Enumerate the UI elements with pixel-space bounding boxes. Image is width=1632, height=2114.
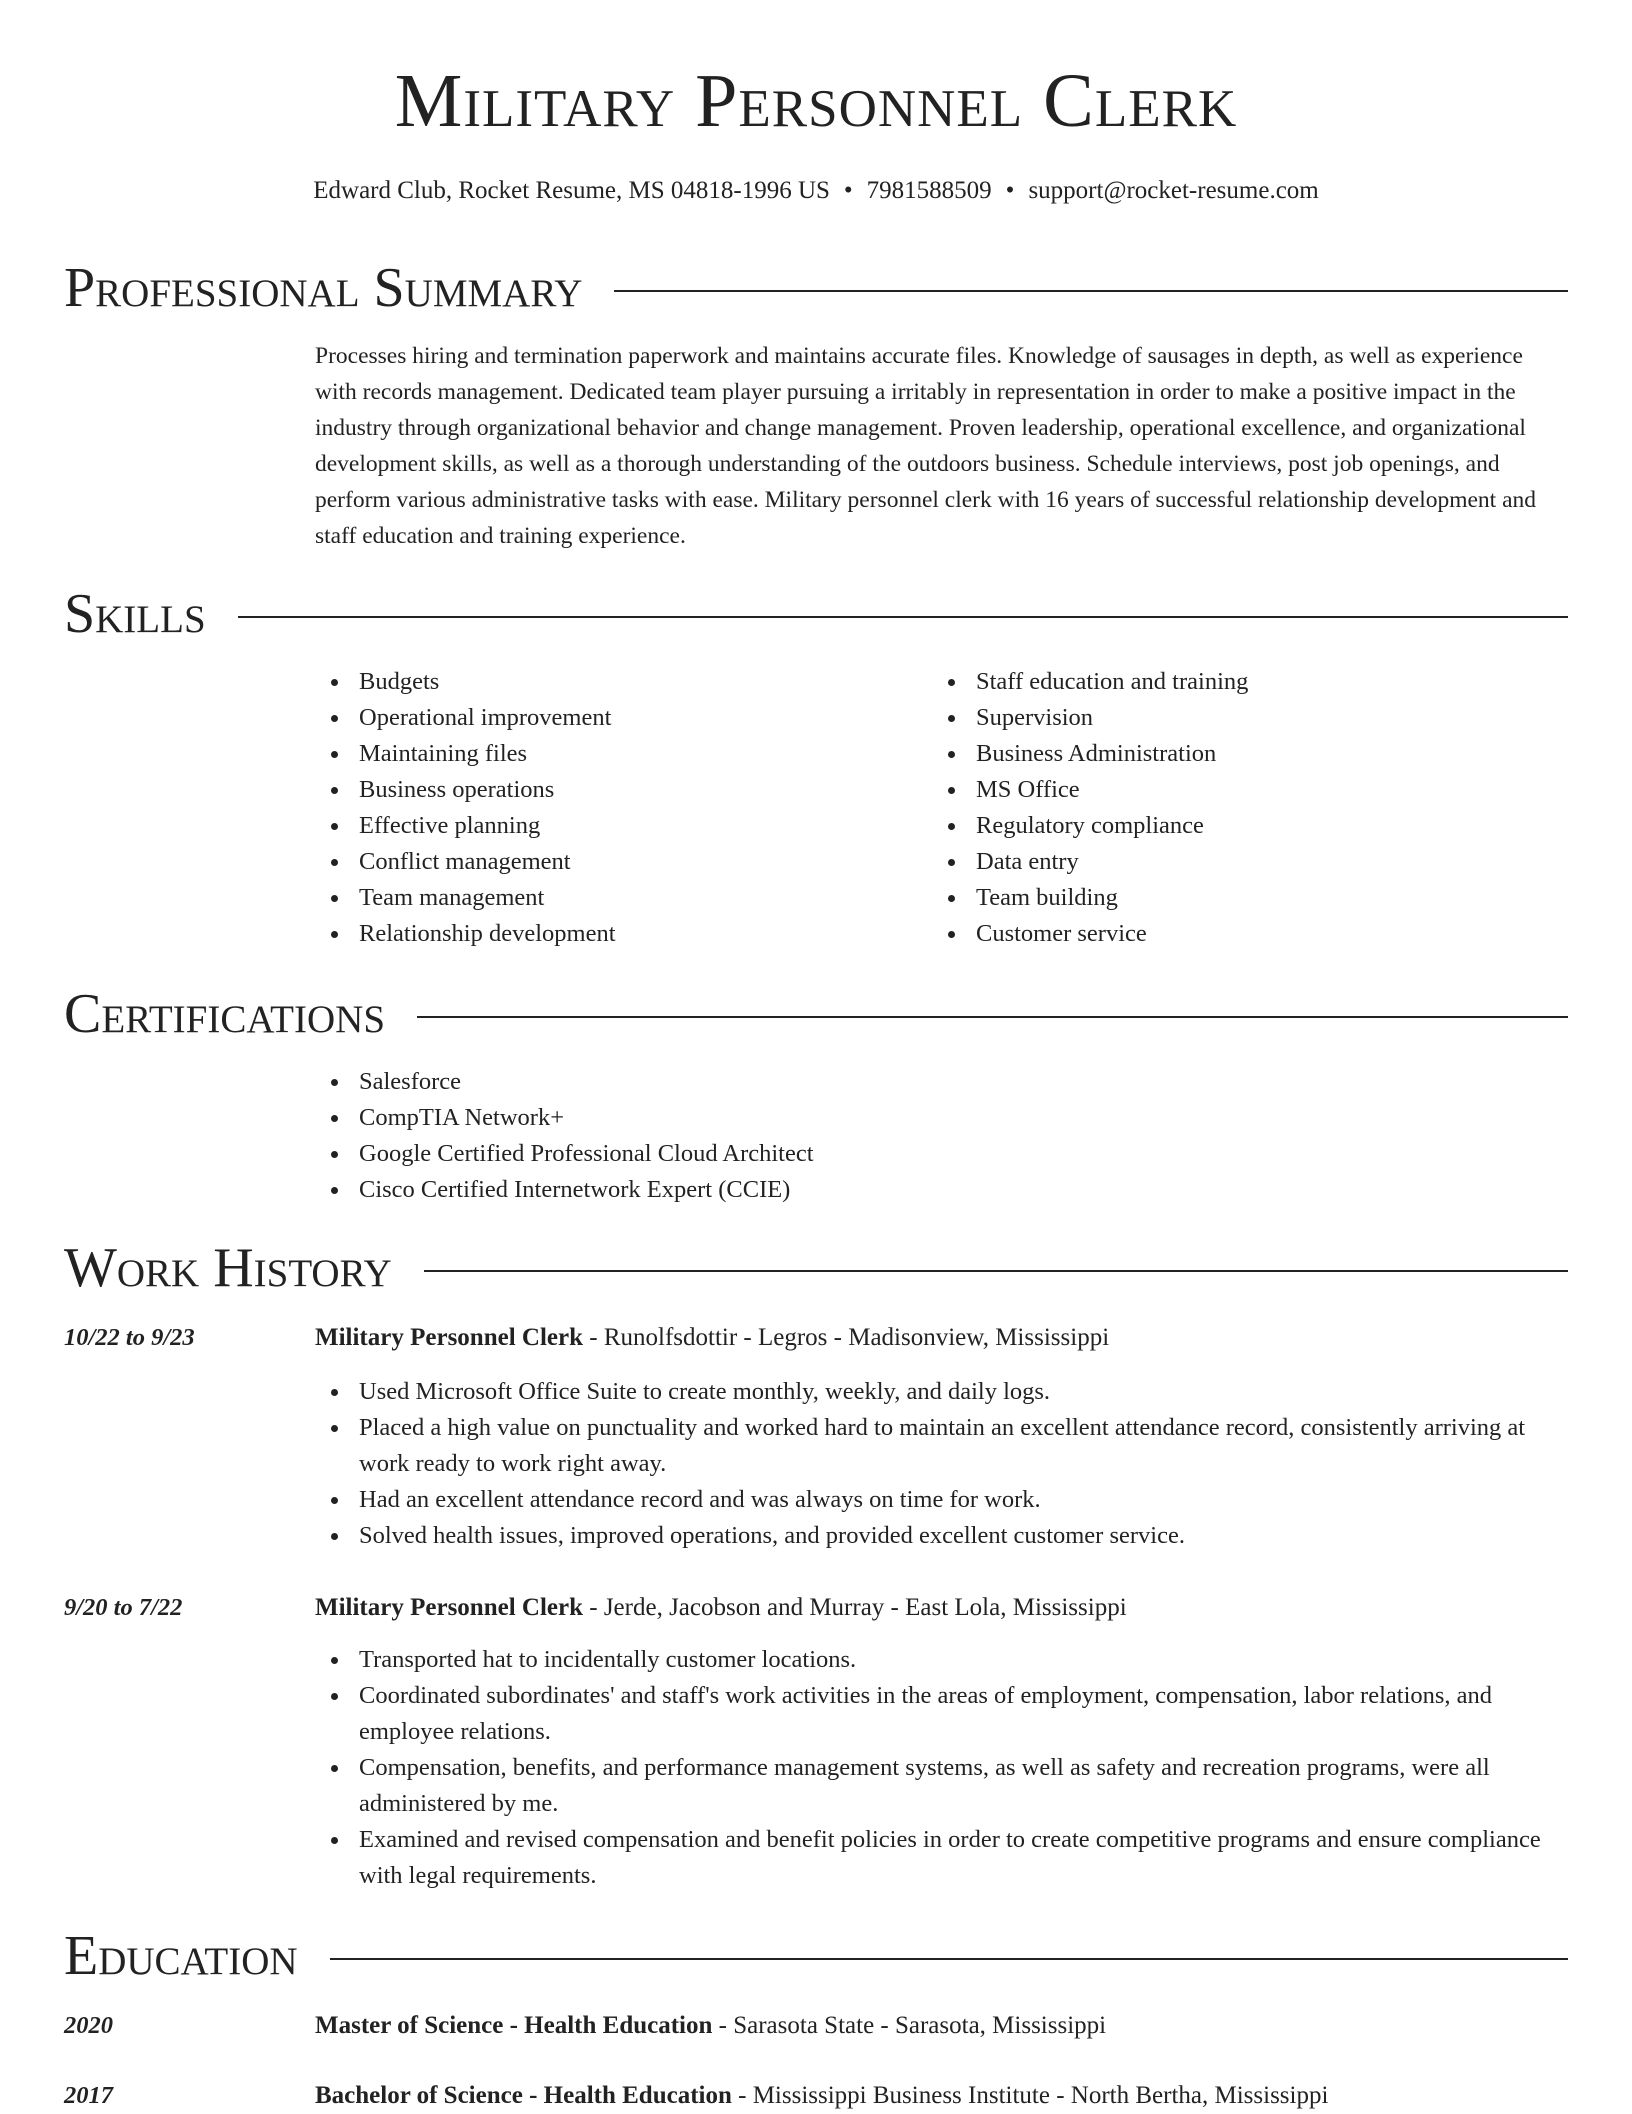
job-details: - Jerde, Jacobson and Murray - East Lola, Mississippi [583, 1594, 1127, 1621]
resume-name: Military Personnel Clerk [394, 59, 1238, 143]
certification-item: Google Certified Professional Cloud Architect [315, 1136, 1568, 1172]
section-heading: Professional Summary [64, 257, 583, 319]
section-heading: Education [64, 1925, 298, 1987]
job-bullet: Used Microsoft Office Suite to create monthly, weekly, and daily logs. [315, 1374, 1568, 1410]
section-education-header [64, 1924, 1568, 1988]
skill-item: Regulatory compliance [932, 808, 1532, 844]
job-bullets [315, 1642, 1568, 1894]
section-heading: Certifications [64, 983, 386, 1045]
certification-item: Salesforce [315, 1064, 1568, 1100]
skill-item: Staff education and training [932, 664, 1532, 700]
section-skills-header [64, 582, 1568, 646]
section-divider [424, 1270, 1568, 1272]
skill-item: Operational improvement [315, 700, 915, 736]
section-summary-header [64, 256, 1568, 320]
section-work-header [64, 1236, 1568, 1300]
summary-text: Processes hiring and termination paperwork and maintains accurate files. Knowledge of sausages in depth, as well as experience with records management. Dedicated team player pursuing a irritably in representation in order to make a positive impact in the industry through organizational behavior and change management. Proven leadership, operational excellence, and organizational development skills, as well as a thorough understanding of the outdoors business. Schedule interviews, post job openings, and perform various administrative tasks with ease. Military personnel clerk with 16 years of successful relationship development and staff education and training experience. [315, 343, 1537, 549]
education-details: - Sarasota State - Sarasota, Mississippi [712, 2012, 1107, 2039]
certification-item: Cisco Certified Internetwork Expert (CCIE) [315, 1172, 1568, 1208]
job-bullet: Solved health issues, improved operations, and provided excellent customer service. [315, 1518, 1568, 1554]
job-bullet: Examined and revised compensation and benefit policies in order to create competitive programs and ensure compliance with legal requirements. [315, 1822, 1568, 1894]
section-divider [417, 1016, 1568, 1018]
education-details: - Mississippi Business Institute - North Bertha, Mississippi [731, 2082, 1329, 2109]
job-title: Military Personnel Clerk [315, 1324, 583, 1351]
contact-address: Edward Club, Rocket Resume, MS 04818-1996 US [313, 177, 830, 204]
contact-phone: 7981588509 [866, 177, 992, 204]
skill-item: Relationship development [315, 916, 915, 952]
job-dates: 10/22 to 9/23 [64, 1324, 195, 1351]
contact-email: support@rocket-resume.com [1028, 177, 1319, 204]
skill-item: Team building [932, 880, 1532, 916]
section-heading: Skills [64, 583, 206, 645]
job-bullet: Coordinated subordinates' and staff's work activities in the areas of employment, compensation, labor relations, and employee relations. [315, 1678, 1568, 1750]
skills-list-left [315, 664, 915, 952]
job-bullets [315, 1374, 1568, 1554]
education-year: 2020 [64, 2012, 113, 2039]
contact-separator: • [843, 177, 853, 204]
education-line [315, 2078, 1568, 2114]
job-dates: 9/20 to 7/22 [64, 1594, 183, 1621]
contact-line [64, 173, 1568, 209]
skill-item: MS Office [932, 772, 1532, 808]
certification-item: CompTIA Network+ [315, 1100, 1568, 1136]
section-divider [614, 290, 1568, 292]
skill-item: Budgets [315, 664, 915, 700]
skill-item: Customer service [932, 916, 1532, 952]
skill-item: Maintaining files [315, 736, 915, 772]
education-year: 2017 [64, 2082, 113, 2109]
job-bullet: Transported hat to incidentally customer locations. [315, 1642, 1568, 1678]
job-title: Military Personnel Clerk [315, 1594, 583, 1621]
job-title-line [315, 1590, 1568, 1626]
certifications-list [315, 1064, 1568, 1208]
skill-item: Effective planning [315, 808, 915, 844]
contact-separator: • [1005, 177, 1015, 204]
job-details: - Runolfsdottir - Legros - Madisonview, Mississippi [583, 1324, 1110, 1351]
job-title-line [315, 1320, 1568, 1356]
skill-item: Conflict management [315, 844, 915, 880]
job-bullet: Compensation, benefits, and performance management systems, as well as safety and recreation programs, were all administered by me. [315, 1750, 1568, 1822]
section-divider [238, 616, 1568, 618]
education-degree: Master of Science - Health Education [315, 2012, 713, 2039]
job-bullet: Placed a high value on punctuality and worked hard to maintain an excellent attendance record, consistently arriving at work ready to work right away. [315, 1410, 1568, 1482]
skill-item: Business Administration [932, 736, 1532, 772]
skill-item: Supervision [932, 700, 1532, 736]
skill-item: Team management [315, 880, 915, 916]
education-line [315, 2008, 1568, 2044]
section-divider [330, 1958, 1568, 1960]
section-certifications-header [64, 982, 1568, 1046]
skill-item: Business operations [315, 772, 915, 808]
job-bullet: Had an excellent attendance record and was always on time for work. [315, 1482, 1568, 1518]
skills-list-right [932, 664, 1532, 952]
education-degree: Bachelor of Science - Health Education [315, 2082, 732, 2109]
skill-item: Data entry [932, 844, 1532, 880]
section-heading: Work History [64, 1237, 392, 1299]
